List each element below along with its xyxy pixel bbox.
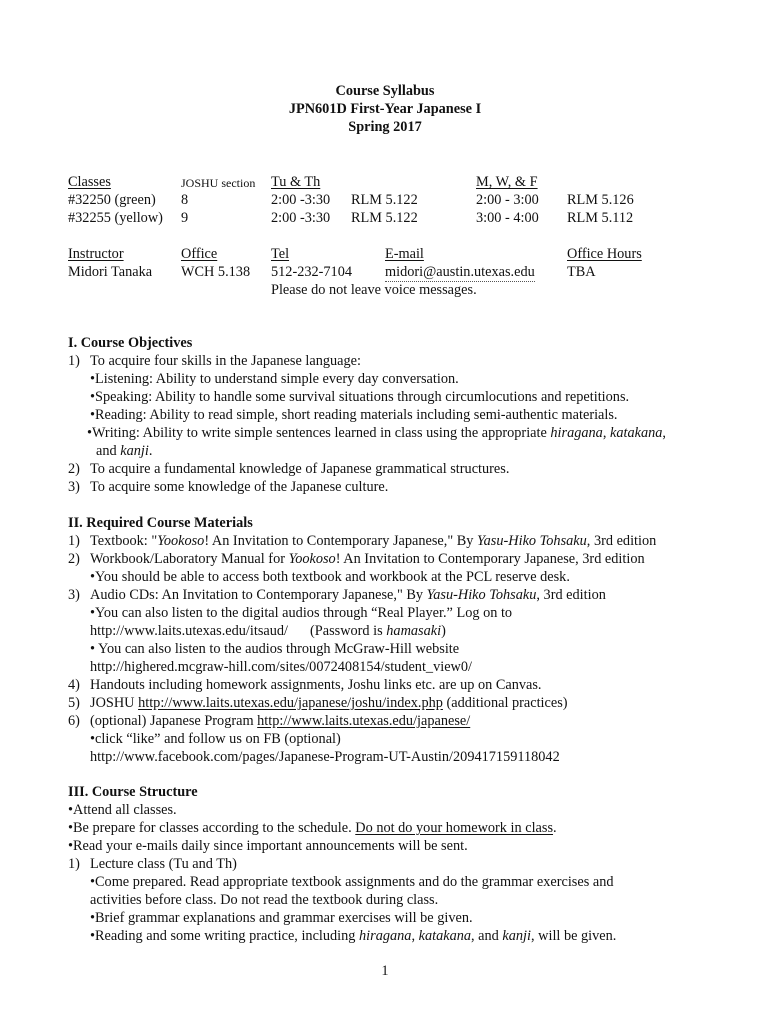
office-hours-header: Office Hours xyxy=(567,246,642,262)
structure-bullet: •Attend all classes. xyxy=(68,802,177,818)
mwf-time: 3:00 - 4:00 xyxy=(476,210,539,226)
material-note: •You should be able to access both textbook and workbook at the PCL reserve desk. xyxy=(90,569,570,585)
structure-bullet: •Be prepare for classes according to the schedule. Do not do your homework in class. xyxy=(68,820,557,836)
password: hamasaki xyxy=(386,623,442,639)
telephone: 512-232-7104 xyxy=(271,264,353,280)
objective-bullet: •Listening: Ability to understand simple every day conversation. xyxy=(90,371,459,387)
material-item: 3) Audio CDs: An Invitation to Contemporary Japanese," By Yasu-Hiko Tohsaku, 3rd edition xyxy=(68,587,606,603)
facebook-url[interactable]: http://www.facebook.com/pages/Japanese-Program-UT-Austin/209417159118042 xyxy=(90,749,560,765)
classes-header: Classes xyxy=(68,174,111,190)
syllabus-header xyxy=(0,82,770,136)
joshu-section: 8 xyxy=(181,192,189,208)
objective-item: 2) To acquire a fundamental knowledge of Japanese grammatical structures. xyxy=(68,461,510,477)
joshu-link[interactable]: http://www.laits.utexas.edu/japanese/joshu/index.php xyxy=(138,695,443,711)
class-number: #32250 (green) xyxy=(68,192,156,208)
tuth-room: RLM 5.122 xyxy=(351,192,418,208)
class-number: #32255 (yellow) xyxy=(68,210,163,226)
mcgraw-hill-url[interactable]: http://highered.mcgraw-hill.com/sites/0072408154/student_view0/ xyxy=(90,659,472,675)
structure-note: activities before class. Do not read the textbook during class. xyxy=(90,892,439,908)
mwf-time: 2:00 - 3:00 xyxy=(476,192,539,208)
email-header: E-mail xyxy=(385,246,424,262)
section-title: II. Required Course Materials xyxy=(68,515,253,531)
structure-note: •Brief grammar explanations and grammar exercises will be given. xyxy=(90,910,473,926)
material-item: 4) Handouts including homework assignments, Joshu links etc. are up on Canvas. xyxy=(68,677,542,693)
course-materials-section xyxy=(68,514,728,766)
material-note: •You can also listen to the digital audios through “Real Player.” Log on to xyxy=(90,605,513,621)
instructor-header: Instructor xyxy=(68,246,124,262)
office-hours: TBA xyxy=(567,264,596,280)
material-item: 2) Workbook/Laboratory Manual for Yookoso! An Invitation to Contemporary Japanese, 3rd edition xyxy=(68,551,645,567)
objective-bullet: •Writing: Ability to write simple sentences learned in class using the appropriate hiragana, katakana, xyxy=(87,425,666,441)
course-objectives-section xyxy=(68,334,728,496)
mwf-room: RLM 5.126 xyxy=(567,192,634,208)
objective-bullet: •Speaking: Ability to handle some survival situations through circumlocutions and repetitions. xyxy=(90,389,630,405)
tuth-time: 2:00 -3:30 xyxy=(271,192,331,208)
objective-item: 3) To acquire some knowledge of the Japanese culture. xyxy=(68,479,389,495)
tel-header: Tel xyxy=(271,246,290,262)
material-item: 6) (optional) Japanese Program http://www.laits.utexas.edu/japanese/ xyxy=(68,713,471,729)
page-number: 1 xyxy=(381,963,389,979)
audio-url[interactable]: http://www.laits.utexas.edu/itsaud/ xyxy=(90,623,289,639)
office-location: WCH 5.138 xyxy=(181,264,251,280)
structure-note: •Come prepared. Read appropriate textbook assignments and do the grammar exercises and xyxy=(90,874,614,890)
email-link[interactable]: midori@austin.utexas.edu xyxy=(385,264,535,280)
tuth-time: 2:00 -3:30 xyxy=(271,210,331,226)
term: Spring 2017 xyxy=(348,119,422,135)
mwf-header: M, W, & F xyxy=(476,174,538,190)
objective-item: 1) To acquire four skills in the Japanese language: xyxy=(68,353,361,369)
joshu-section: 9 xyxy=(181,210,189,226)
joshu-header: JOSHU section xyxy=(181,176,256,190)
structure-item: 1) Lecture class (Tu and Th) xyxy=(68,856,237,872)
structure-note: •Reading and some writing practice, including hiragana, katakana, and kanji, will be given. xyxy=(90,928,617,944)
course-structure-section xyxy=(68,783,728,945)
material-item: 1) Textbook: "Yookoso! An Invitation to Contemporary Japanese," By Yasu-Hiko Tohsaku, 3rd edition xyxy=(68,533,657,549)
structure-bullet: •Read your e-mails daily since important announcements will be sent. xyxy=(68,838,468,854)
mwf-room: RLM 5.112 xyxy=(567,210,634,226)
office-header: Office xyxy=(181,246,218,262)
instructor-name: Midori Tanaka xyxy=(68,264,153,280)
japanese-program-link[interactable]: http://www.laits.utexas.edu/japanese/ xyxy=(257,713,471,729)
objective-bullet-continued: and kanji. xyxy=(96,443,153,459)
material-item: 5) JOSHU http://www.laits.utexas.edu/japanese/joshu/index.php (additional practices) xyxy=(68,695,568,711)
material-note: • You can also listen to the audios through McGraw-Hill website xyxy=(90,641,460,657)
tuth-header: Tu & Th xyxy=(271,174,321,190)
course-title: JPN601D First-Year Japanese I xyxy=(288,101,482,117)
tuth-room: RLM 5.122 xyxy=(351,210,418,226)
section-title: I. Course Objectives xyxy=(68,335,193,351)
objective-bullet: •Reading: Ability to read simple, short reading materials including semi-authentic materials. xyxy=(90,407,618,423)
document-title: Course Syllabus xyxy=(335,83,435,99)
voice-message-note: Please do not leave voice messages. xyxy=(271,282,477,298)
section-title: III. Course Structure xyxy=(68,784,198,800)
material-note: •click “like” and follow us on FB (optional) xyxy=(90,731,341,747)
material-note: http://www.laits.utexas.edu/itsaud/ (Password is hamasaki) xyxy=(90,623,446,639)
